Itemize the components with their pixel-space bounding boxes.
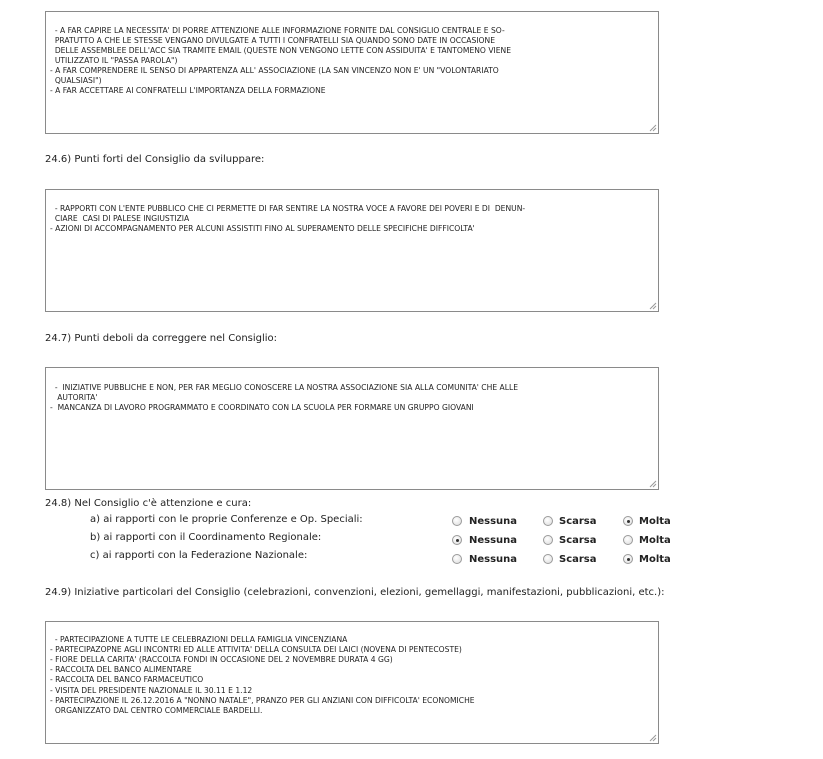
row-c-nessuna-label: Nessuna xyxy=(469,554,518,565)
answer-24-6-textarea[interactable] xyxy=(45,189,659,312)
row-c-scarsa-label: Scarsa xyxy=(559,554,597,565)
row-a-nessuna-radio[interactable] xyxy=(452,516,462,526)
row-a-scarsa-radio[interactable] xyxy=(543,516,553,526)
row-c-nessuna-radio[interactable] xyxy=(452,554,462,564)
answer-24-9-text: - PARTECIPAZIONE A TUTTE LE CELEBRAZIONI DELLA FAMIGLIA VINCENZIANA - PARTECIPAZOPNE AGLI INCONTRI ED ALLE ATTIVITA' DELLA CONSULTA DEI LAICI (NOVENA DI PENTECOSTE) - FIORE DELLA CARITA' (RACCOLTA FONDI IN OCCASIONE DEL 2 NOVEMBRE DURATA 4 GG) - RACCOLTA DEL BANCO ALIMENTARE - RACCOLTA DEL BANCO FARMACEUTICO - VISITA DEL PRESIDENTE NAZIONALE IL 30.11 E 1.12 - PARTECIPAZIONE IL 26.12.2016 A "NONNO NATALE", PRANZO PER GLI ANZIANI CON DIFFICOLTA' ECONOMICHE ORGANIZZATO DAL CENTRO COMMERCIALE BARDELLI. xyxy=(50,635,475,715)
row-b-nessuna-label: Nessuna xyxy=(469,535,518,546)
question-24-9-label: 24.9) Iniziative particolari del Consiglio (celebrazioni, convenzioni, elezioni, gemellaggi, manifestazioni, pubblicazioni, etc.): xyxy=(45,587,665,598)
row-b-scarsa-radio[interactable] xyxy=(543,535,553,545)
answer-24-5-textarea[interactable] xyxy=(45,11,659,134)
answer-24-7-text: - INIZIATIVE PUBBLICHE E NON, PER FAR MEGLIO CONOSCERE LA NOSTRA ASSOCIAZIONE SIA ALLA COMUNITA' CHE ALLE AUTORITA' - MANCANZA DI LAVORO PROGRAMMATO E COORDINATO CON LA SCUOLA PER FORMARE UN GRUPPO GIOVANI xyxy=(50,383,518,412)
question-24-7-label: 24.7) Punti deboli da correggere nel Consiglio: xyxy=(45,333,278,344)
answer-24-7-textarea[interactable] xyxy=(45,367,659,490)
resize-grip-icon[interactable] xyxy=(648,301,657,310)
row-a-molta-radio[interactable] xyxy=(623,516,633,526)
row-a-label: a) ai rapporti con le proprie Conferenze e Op. Speciali: xyxy=(90,514,363,525)
resize-grip-icon[interactable] xyxy=(648,123,657,132)
row-c-molta-label: Molta xyxy=(639,554,671,565)
row-c-molta-radio[interactable] xyxy=(623,554,633,564)
row-a-scarsa-label: Scarsa xyxy=(559,516,597,527)
resize-grip-icon[interactable] xyxy=(648,479,657,488)
row-b-scarsa-label: Scarsa xyxy=(559,535,597,546)
row-c-scarsa-radio[interactable] xyxy=(543,554,553,564)
answer-24-9-textarea[interactable] xyxy=(45,621,659,744)
row-c-label: c) ai rapporti con la Federazione Nazionale: xyxy=(90,550,308,561)
row-b-nessuna-radio[interactable] xyxy=(452,535,462,545)
question-24-6-label: 24.6) Punti forti del Consiglio da sviluppare: xyxy=(45,154,265,165)
row-a-molta-label: Molta xyxy=(639,516,671,527)
resize-grip-icon[interactable] xyxy=(648,733,657,742)
row-b-molta-label: Molta xyxy=(639,535,671,546)
answer-24-6-text: - RAPPORTI CON L'ENTE PUBBLICO CHE CI PERMETTE DI FAR SENTIRE LA NOSTRA VOCE A FAVORE DEI POVERI E DI DENUN- CIARE CASI DI PALESE INGIUSTIZIA - AZIONI DI ACCOMPAGNAMENTO PER ALCUNI ASSISTITI FINO AL SUPERAMENTO DELLE SPECIFICHE DIFFICOLTA' xyxy=(50,204,526,233)
row-a-nessuna-label: Nessuna xyxy=(469,516,518,527)
row-b-label: b) ai rapporti con il Coordinamento Regionale: xyxy=(90,532,322,543)
row-b-molta-radio[interactable] xyxy=(623,535,633,545)
question-24-8-label: 24.8) Nel Consiglio c'è attenzione e cura: xyxy=(45,498,252,509)
answer-24-5-text: - A FAR CAPIRE LA NECESSITA' DI PORRE ATTENZIONE ALLE INFORMAZIONE FORNITE DAL CONSIGLIO CENTRALE E SO- PRATUTTO A CHE LE STESSE VENGANO DIVULGATE A TUTTI I CONFRATELLI SIA QUANDO SONO DATE IN OCCASIONE DELLE ASSEMBLEE DELL'ACC SIA TRAMITE EMAIL (QUESTE NON VENGONO LETTE CON ASSIDUITA' E TANTOMENO VIENE UTILIZZATO IL "PASSA PAROLA") - A FAR COMPRENDERE IL SENSO DI APPARTENZA ALL' ASSOCIAZIONE (LA SAN VINCENZO NON E' UN "VOLONTARIATO QUALSIASI") - A FAR ACCETTARE AI CONFRATELLI L'IMPORTANZA DELLA FORMAZIONE xyxy=(50,26,512,95)
